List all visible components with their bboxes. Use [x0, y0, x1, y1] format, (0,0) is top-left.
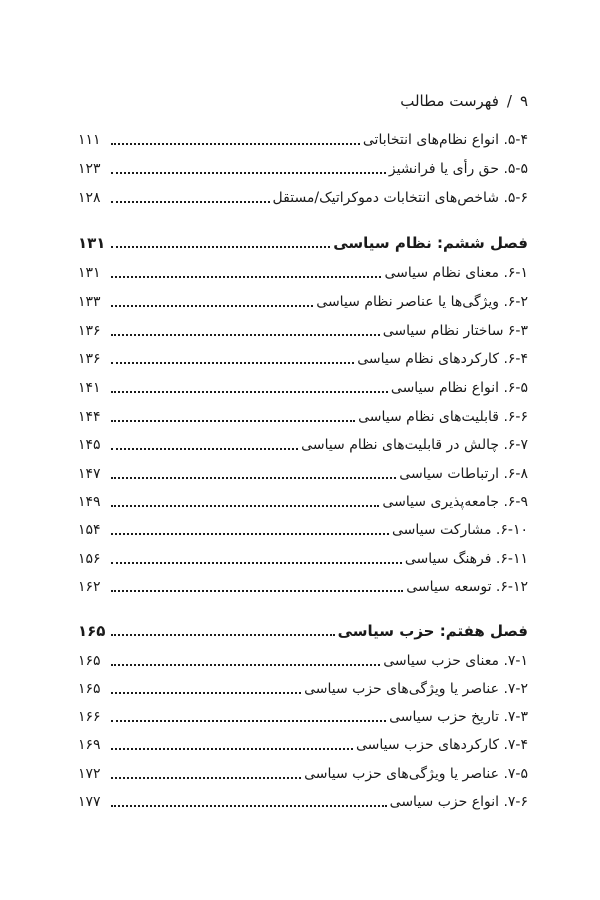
toc-entry-title: ۶-۹. جامعه‌پذیری سیاسی: [382, 494, 528, 510]
toc-entry-title: ۶-۴. کارکردهای نظام سیاسی: [357, 351, 528, 367]
dot-leader: [111, 391, 388, 393]
dot-leader: [111, 143, 360, 145]
toc-entry-5-5[interactable]: [78, 155, 528, 179]
toc-chapter-title: فصل ششم: نظام سیاسی: [333, 234, 528, 252]
toc-entry-7-6[interactable]: [78, 788, 528, 812]
toc-page-number: ۱۶۵: [78, 622, 106, 640]
dot-leader: [111, 362, 354, 364]
toc-page-number: ۱۷۷: [78, 794, 101, 810]
dot-leader: [111, 505, 379, 507]
toc-entry-title: ۷-۶. انواع حزب سیاسی: [389, 794, 528, 810]
toc-page-number: ۱۶۵: [78, 681, 101, 697]
toc-entry-6-4[interactable]: [78, 345, 528, 369]
running-header: [400, 92, 528, 110]
toc-entry-6-10[interactable]: [78, 516, 528, 540]
toc-entry-6-3[interactable]: [78, 317, 528, 341]
dot-leader: [111, 590, 403, 592]
dot-leader: [111, 246, 330, 248]
toc-entry-7-1[interactable]: [78, 647, 528, 671]
dot-leader: [111, 748, 353, 750]
toc-entry-title: ۶-۸. ارتباطات سیاسی: [399, 466, 528, 482]
toc-entry-title: ۶-۱۰. مشارکت سیاسی: [391, 522, 528, 538]
header-page-number: ۹: [519, 92, 528, 110]
dot-leader: [111, 477, 396, 479]
toc-page-number: ۱۴۵: [78, 437, 101, 453]
toc-page-number: ۱۳۱: [78, 234, 106, 252]
toc-entry-title: ۷-۲. عناصر یا ویژگی‌های حزب سیاسی: [304, 681, 528, 697]
toc-entry-title: ۶-۱۱. فرهنگ سیاسی: [404, 551, 528, 567]
dot-leader: [111, 305, 313, 307]
toc-entry-6-1[interactable]: [78, 259, 528, 283]
toc-entry-6-6[interactable]: [78, 403, 528, 427]
toc-entry-5-4[interactable]: [78, 126, 528, 150]
toc-entry-title: ۶-۲. ویژگی‌ها یا عناصر نظام سیاسی: [316, 294, 528, 310]
toc-entry-6-11[interactable]: [78, 545, 528, 569]
toc-entry-6-12[interactable]: [78, 573, 528, 597]
dot-leader: [111, 777, 301, 779]
toc-entry-title: ۶-۳ ساختار نظام سیاسی: [382, 323, 528, 339]
toc-entry-title: ۵-۴. انواع نظام‌های انتخاباتی: [362, 132, 528, 148]
toc-page-number: ۱۷۲: [78, 766, 101, 782]
dot-leader: [111, 276, 381, 278]
toc-entry-6-9[interactable]: [78, 488, 528, 512]
toc-entry-6-5[interactable]: [78, 374, 528, 398]
toc-entry-7-4[interactable]: [78, 731, 528, 755]
toc-entry-title: ۵-۵. حق رأی یا فرانشیز: [388, 161, 528, 177]
toc-entry-title: ۷-۴. کارکردهای حزب سیاسی: [356, 737, 528, 753]
dot-leader: [111, 172, 386, 174]
toc-page-number: ۱۵۴: [78, 522, 101, 538]
toc-chapter-title: فصل هفتم: حزب سیاسی: [337, 622, 528, 640]
toc-page-number: ۱۳۶: [78, 351, 101, 367]
dot-leader: [111, 448, 298, 450]
toc-page-number: ۱۶۲: [78, 579, 101, 595]
toc-entry-6-2[interactable]: [78, 288, 528, 312]
header-separator: /: [506, 92, 512, 110]
dot-leader: [111, 805, 387, 807]
dot-leader: [111, 634, 335, 636]
toc-entry-title: ۶-۵. انواع نظام سیاسی: [390, 380, 528, 396]
toc-entry-5-6[interactable]: [78, 184, 528, 208]
toc-entry-title: ۶-۱. معنای نظام سیاسی: [384, 265, 528, 281]
toc-entry-6-8[interactable]: [78, 460, 528, 484]
toc-page-number: ۱۶۵: [78, 653, 101, 669]
toc-page-number: ۱۳۳: [78, 294, 101, 310]
toc-page-number: ۱۲۸: [78, 190, 101, 206]
toc-page-number: ۱۳۶: [78, 323, 101, 339]
dot-leader: [111, 533, 389, 535]
dot-leader: [111, 334, 380, 336]
toc-page-number: ۱۲۳: [78, 161, 101, 177]
toc-page-number: ۱۴۷: [78, 466, 101, 482]
toc-chapter-6[interactable]: [78, 229, 528, 253]
toc-page-number: ۱۶۶: [78, 709, 101, 725]
toc-page-number: ۱۴۹: [78, 494, 101, 510]
toc-entry-7-2[interactable]: [78, 675, 528, 699]
toc-entry-title: ۷-۳. تاریخ حزب سیاسی: [389, 709, 528, 725]
toc-page-number: ۱۴۴: [78, 409, 101, 425]
toc-entry-6-7[interactable]: [78, 431, 528, 455]
dot-leader: [111, 562, 402, 564]
header-title: فهرست مطالب: [400, 92, 499, 110]
toc-chapter-7[interactable]: [78, 617, 528, 641]
dot-leader: [111, 664, 380, 666]
toc-entry-7-3[interactable]: [78, 703, 528, 727]
toc-entry-title: ۷-۱. معنای حزب سیاسی: [383, 653, 528, 669]
dot-leader: [111, 692, 301, 694]
toc-entry-title: ۶-۶. قابلیت‌های نظام سیاسی: [358, 409, 528, 425]
toc-page-number: ۱۴۱: [78, 380, 101, 396]
dot-leader: [111, 720, 386, 722]
toc-entry-title: ۷-۵. عناصر یا ویژگی‌های حزب سیاسی: [304, 766, 528, 782]
toc-entry-title: ۶-۷. چالش در قابلیت‌های نظام سیاسی: [301, 437, 528, 453]
dot-leader: [111, 201, 270, 203]
toc-entry-7-5[interactable]: [78, 760, 528, 784]
toc-page-number: ۱۱۱: [78, 132, 101, 148]
toc-page-number: ۱۳۱: [78, 265, 101, 281]
toc-entry-title: ۶-۱۲. توسعه سیاسی: [406, 579, 528, 595]
toc-page-number: ۱۵۶: [78, 551, 101, 567]
toc-page-number: ۱۶۹: [78, 737, 101, 753]
toc-entry-title: ۵-۶. شاخص‌های انتخابات دموکراتیک/مستقل: [272, 190, 528, 206]
dot-leader: [111, 420, 355, 422]
